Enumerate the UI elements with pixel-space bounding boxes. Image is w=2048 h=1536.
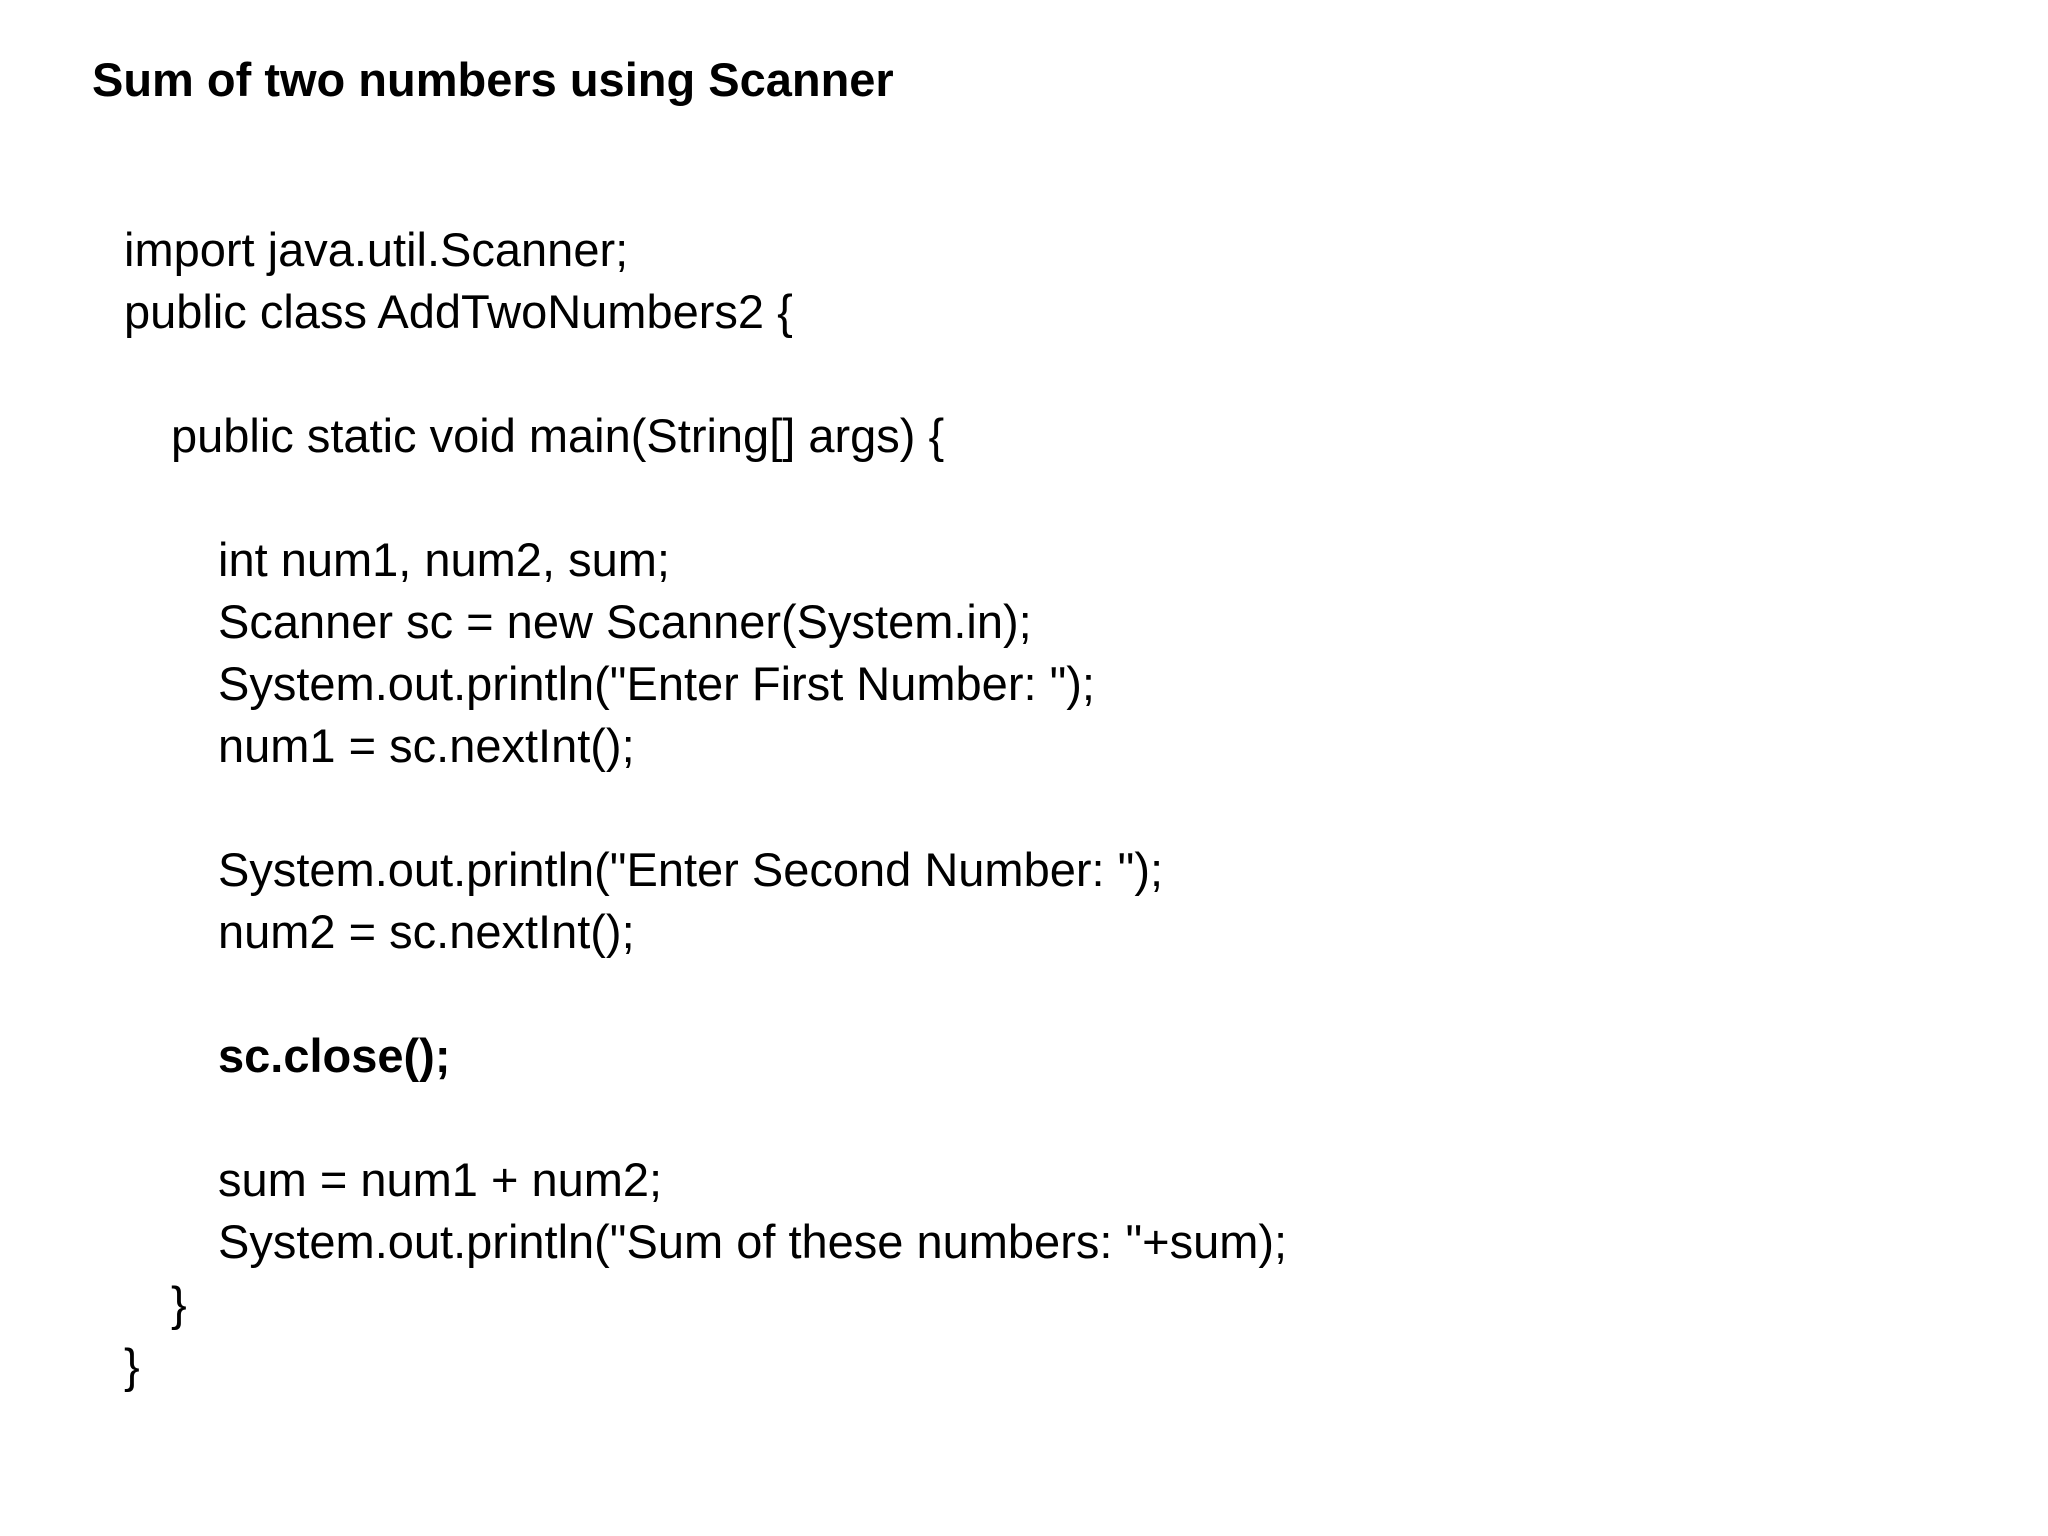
code-line: num1 = sc.nextInt();	[218, 719, 635, 772]
code-block	[124, 219, 1287, 1397]
code-line	[124, 1087, 1287, 1149]
code-line	[124, 777, 1287, 839]
code-line: public class AddTwoNumbers2 {	[124, 285, 793, 338]
code-line: sc.close();	[218, 1029, 451, 1082]
code-line: }	[124, 1339, 140, 1392]
code-line	[124, 963, 1287, 1025]
code-line	[124, 343, 1287, 405]
code-line: public static void main(String[] args) {	[171, 409, 945, 462]
code-line: sum = num1 + num2;	[218, 1153, 663, 1206]
code-line: System.out.println("Enter Second Number: ");	[218, 843, 1164, 896]
code-line: Scanner sc = new Scanner(System.in);	[218, 595, 1032, 648]
code-line: import java.util.Scanner;	[124, 223, 629, 276]
code-line: System.out.println("Sum of these numbers: "+sum);	[218, 1215, 1288, 1268]
code-line: num2 = sc.nextInt();	[218, 905, 635, 958]
code-line: System.out.println("Enter First Number: ");	[218, 657, 1095, 710]
code-line: }	[171, 1277, 187, 1330]
code-line: int num1, num2, sum;	[218, 533, 670, 586]
slide-title: Sum of two numbers using Scanner	[92, 53, 894, 106]
code-line	[124, 467, 1287, 529]
